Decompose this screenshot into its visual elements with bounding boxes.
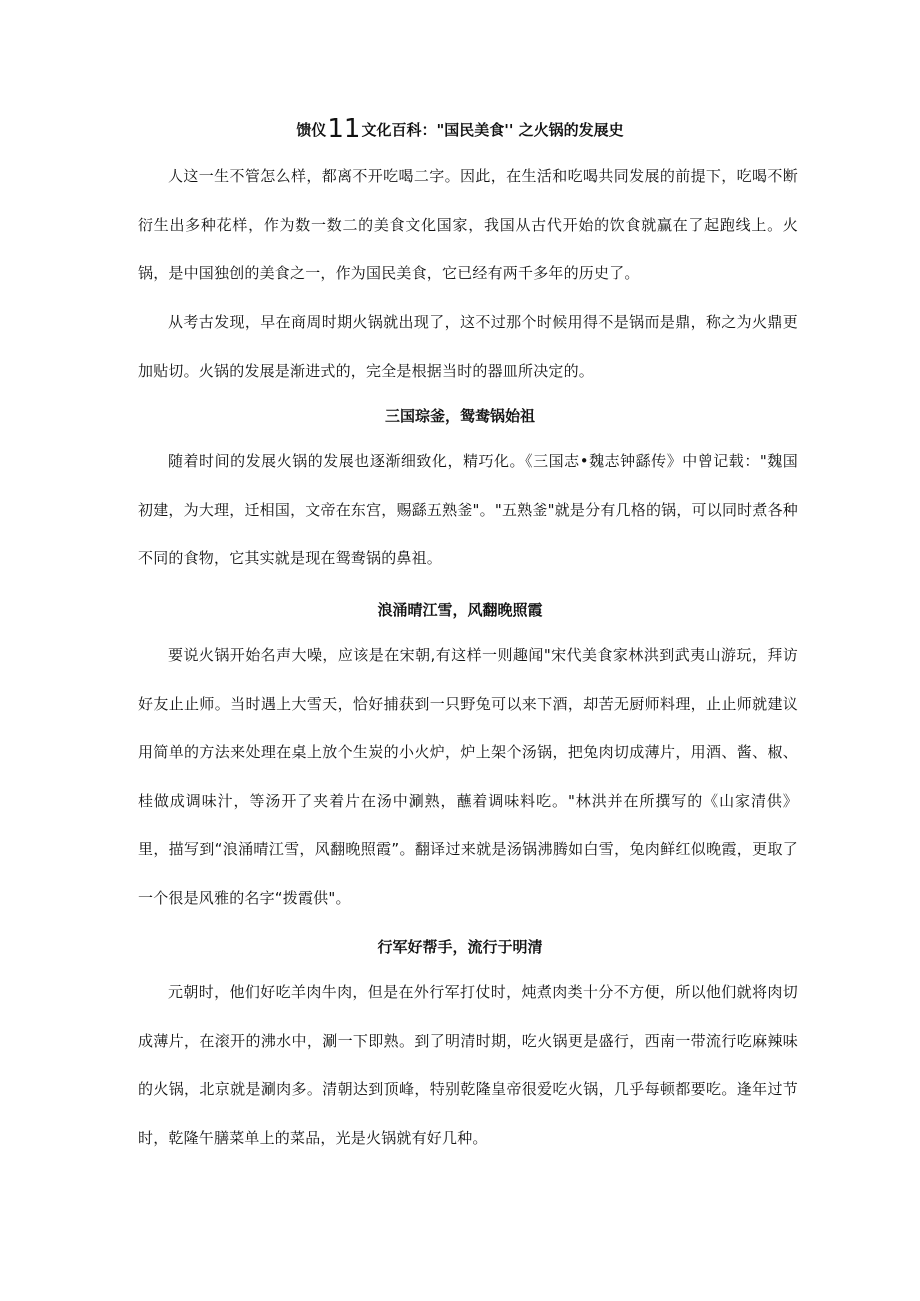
title-suffix: 文化百科："国民美食'' 之火锅的发展史 [361,121,624,139]
section-heading-ming-qing: 行军好帮手，流行于明清 [377,938,543,956]
title-prefix: 馈仪 [296,121,327,139]
title-number: 11 [327,114,361,144]
intro-paragraph-1: 人这一生不管怎么样，都离不开吃喝二字。因此，在生活和吃喝共同发展的前提下，吃喝不断衍生出多种花样，作为数一数二的美食文化国家，我国从古代开始的饮食就赢在了起跑线上。火锅，是中国独创的美食之一，作为国民美食，它已经有两千多年的历史了。 [138,167,798,282]
section-heading-three-kingdoms: 三国琮釜，鸳鸯锅始祖 [384,407,535,425]
section-heading-song-dynasty: 浪涌晴江雪，风翻晚照霞 [377,601,543,619]
intro-paragraph-2: 从考古发现，早在商周时期火锅就出现了，这不过那个时候用得不是锅而是鼎，称之为火鼎更加贴切。火锅的发展是渐进式的，完全是根据当时的器皿所决定的。 [138,313,798,380]
document-title [0,112,920,147]
section-paragraph-song-dynasty: 要说火锅开始名声大噪，应该是在宋朝,有这样一则趣闻"宋代美食家林洪到武夷山游玩，拜访好友止止师。当时遇上大雪天，恰好捕获到一只野兔可以来下酒，却苦无厨师料理，止止师就建议用简单的方法来处理在桌上放个生炭的小火炉，炉上架个汤锅，把兔肉切成薄片，用酒、酱、椒、桂做成调味汁，等汤开了夹着片在汤中涮熟，蘸着调味料吃。"林洪并在所撰写的《山家清供》里，描写到“浪涌晴江雪，风翻晚照霞”。翻译过来就是汤锅沸腾如白雪，兔肉鲜红似晚霞，更取了一个很是风雅的名字“拨霞供"。 [138,646,798,907]
section-paragraph-three-kingdoms: 随着时间的发展火锅的发展也逐渐细致化，精巧化。《三国志•魏志钟繇传》中曾记载："魏国初建，为大理，迁相国，文帝在东宫，赐繇五熟釜"。"五熟釜"就是分有几格的锅，可以同时煮各种不同的食物，它其实就是现在鸳鸯锅的鼻祖。 [138,452,798,567]
section-paragraph-ming-qing: 元朝时，他们好吃羊肉牛肉，但是在外行军打仗时，炖煮肉类十分不方便，所以他们就将肉切成薄片，在滚开的沸水中，涮一下即熟。到了明清时期，吃火锅更是盛行，西南一带流行吃麻辣味的火锅，北京就是涮肉多。清朝达到顶峰，特别乾隆皇帝很爱吃火锅，几乎每顿都要吃。逢年过节时，乾隆午膳菜单上的菜品，光是火锅就有好几种。 [138,983,798,1147]
